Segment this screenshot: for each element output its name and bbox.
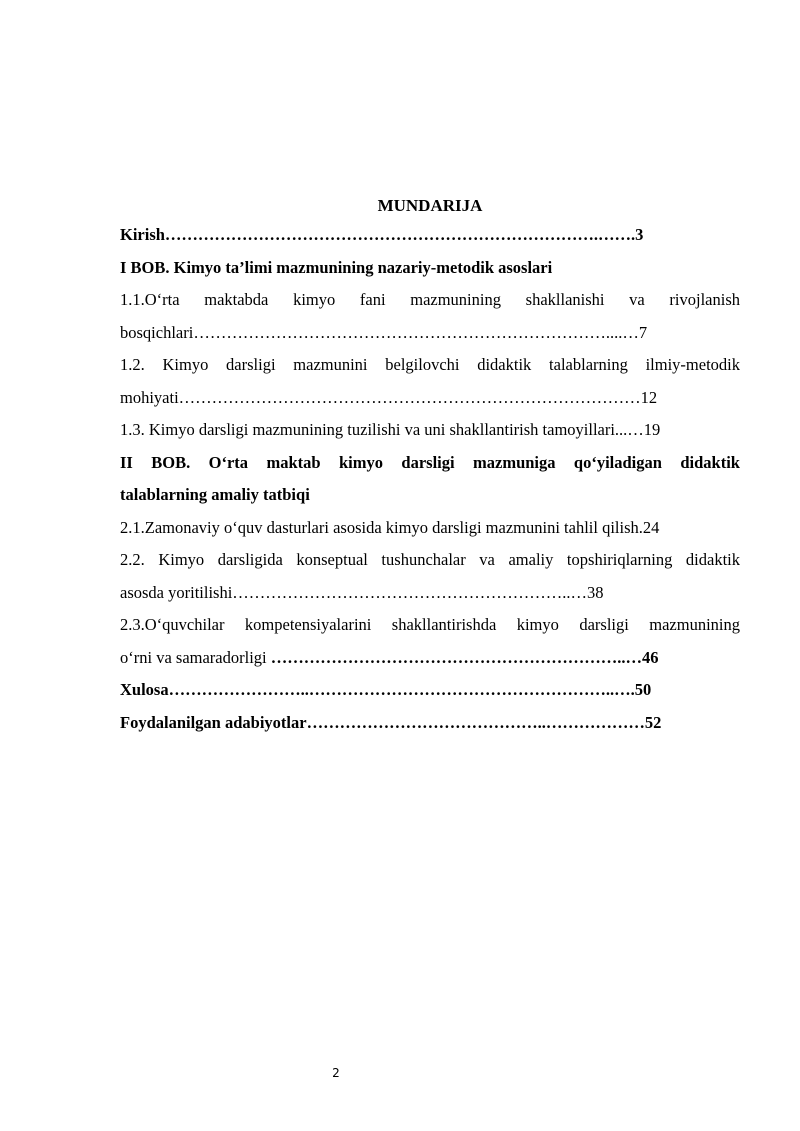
toc-line: 1.1.O‘rta maktabda kimyo fani mazmunining shakllanishi va rivojlanish (120, 290, 740, 309)
toc-line: 1.2. Kimyo darsligi mazmunini belgilovchi didaktik talablarning ilmiy-metodik (120, 355, 740, 374)
toc-line (120, 642, 740, 675)
table-of-contents (120, 186, 740, 739)
toc-line: bosqichlari…………………………………………………………………....…7 (120, 322, 648, 342)
toc-line: II BOB. O‘rta maktab kimyo darsligi mazmuniga qo‘yiladigan didaktik (120, 452, 740, 472)
toc-line-text: o‘rni va samaradorligi (120, 647, 271, 667)
toc-line: I BOB. Kimyo ta’limi mazmunining nazariy-metodik asoslari (120, 257, 553, 277)
page-number: 2 (332, 1066, 340, 1080)
toc-title: MUNDARIJA (377, 196, 483, 215)
toc-line: mohiyati…………………………………………………………………………12 (120, 387, 658, 407)
toc-lines (120, 219, 740, 739)
toc-line-dots: ………………………………………………………..…46 (270, 647, 659, 667)
toc-line: talablarning amaliy tatbiqi (120, 485, 310, 504)
toc-line: Foydalanilgan adabiyotlar……………………………………..………………52 (120, 712, 662, 732)
toc-line: asosda yoritilishi……………………………………………………..…38 (120, 582, 604, 602)
toc-line: 2.1.Zamonaviy o‘quv dasturlari asosida kimyo darsligi mazmunini tahlil qilish.24 (120, 517, 660, 537)
toc-line: Kirish…………………………………………………………………….…….3 (120, 225, 644, 244)
toc-line: Xulosa……………………..………………………………………………..….50 (120, 680, 652, 699)
toc-line: 2.2. Kimyo darsligida konseptual tushunchalar va amaliy topshiriqlarning didaktik (120, 550, 740, 569)
toc-line: 2.3.O‘quvchilar kompetensiyalarini shakllantirishda kimyo darsligi mazmunining (120, 615, 740, 634)
toc-line: 1.3. Kimyo darsligi mazmunining tuzilishi va uni shakllantirish tamoyillari...…19 (120, 420, 661, 439)
